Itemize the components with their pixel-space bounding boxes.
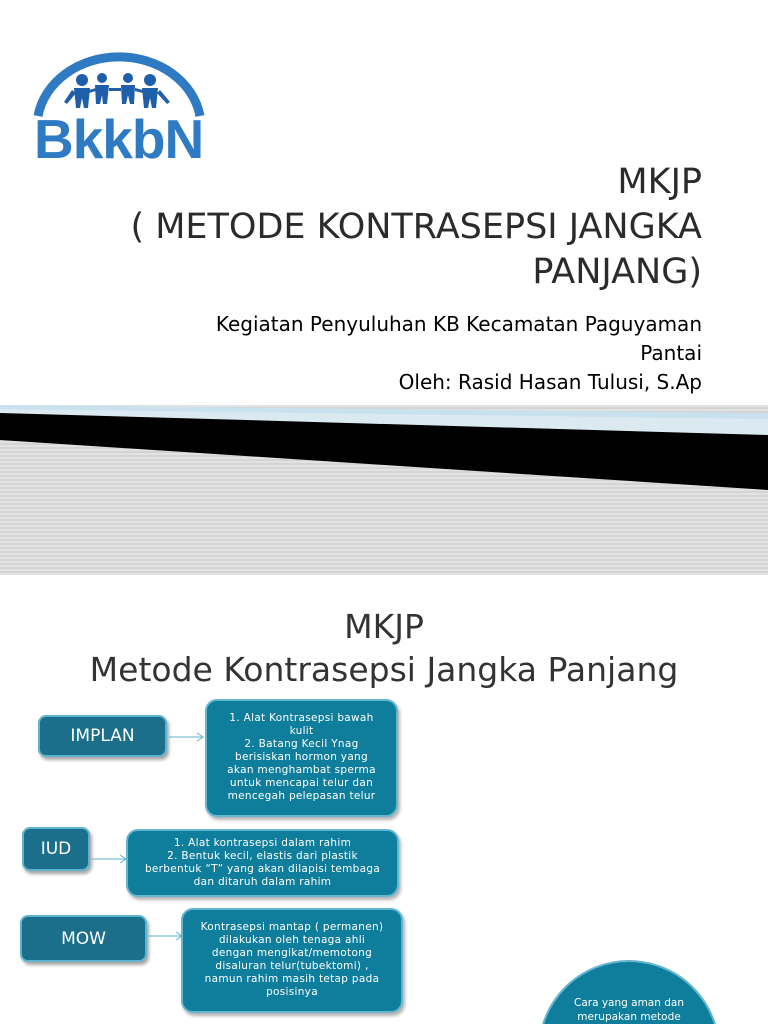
desc-line: 2. Bentuk kecil, elastis dari plastik [167, 850, 358, 862]
slide-subtitle [82, 310, 702, 397]
desc-line: namun rahim masih tetap pada [204, 973, 380, 985]
desc-line: 2. Batang Kecil Ynag [244, 738, 359, 750]
arrow-icon [167, 731, 207, 743]
mow-box: MOW [20, 915, 147, 962]
iud-description [126, 829, 399, 897]
desc-line: kulit [289, 725, 314, 737]
content-slide [0, 575, 768, 1024]
desc-line: dan ditaruh dalam rahim [193, 876, 332, 888]
desc-line: dengan mengikat/memotong [211, 947, 373, 959]
desc-line: untuk mencapai telur dan [229, 777, 374, 789]
arrow-icon [90, 853, 130, 865]
desc-line: mencegah pelepasan telur [227, 790, 376, 802]
implan-box: IMPLAN [38, 715, 167, 757]
desc-line: akan menghambat sperma [227, 764, 376, 776]
title-line: MKJP [344, 607, 424, 646]
circle-line: merupakan metode [577, 1011, 681, 1023]
desc-line: 1. Alat kontrasepsi dalam rahim [173, 837, 352, 849]
implan-description [205, 699, 398, 817]
logo-wordmark: BkkbN [34, 108, 204, 170]
desc-line: posisinya [266, 986, 318, 998]
decorative-band [0, 405, 768, 575]
mow-description [181, 908, 403, 1013]
subtitle-line: Kegiatan Penyuluhan KB Kecamatan Paguyaman [215, 312, 702, 336]
arrow-icon [146, 930, 186, 942]
desc-line: disaluran telur(tubektomi) , [215, 960, 369, 972]
title-line: Metode Kontrasepsi Jangka Panjang [89, 650, 679, 689]
subtitle-line: Oleh: Rasid Hasan Tulusi, S.Ap [398, 370, 702, 394]
subtitle-line: Pantai [640, 341, 702, 365]
desc-line: dilakukan oleh tenaga ahli [218, 934, 366, 946]
title-line: PANJANG) [532, 252, 702, 292]
circle-line: Cara yang aman dan [573, 997, 684, 1009]
info-circle [538, 960, 720, 1024]
slide-title [0, 605, 768, 691]
desc-line: Kontrasepsi mantap ( permanen) [200, 921, 384, 933]
title-line: MKJP [617, 162, 702, 202]
iud-box: IUD [22, 827, 90, 871]
desc-line: berbentuk “T” yang akan dilapisi tembaga [144, 863, 381, 875]
slide-title [22, 160, 702, 295]
title-line: ( METODE KONTRASEPSI JANGKA [130, 207, 702, 247]
desc-line: 1. Alat Kontrasepsi bawah [229, 712, 374, 724]
desc-line: berisiskan hormon yang [235, 751, 368, 763]
